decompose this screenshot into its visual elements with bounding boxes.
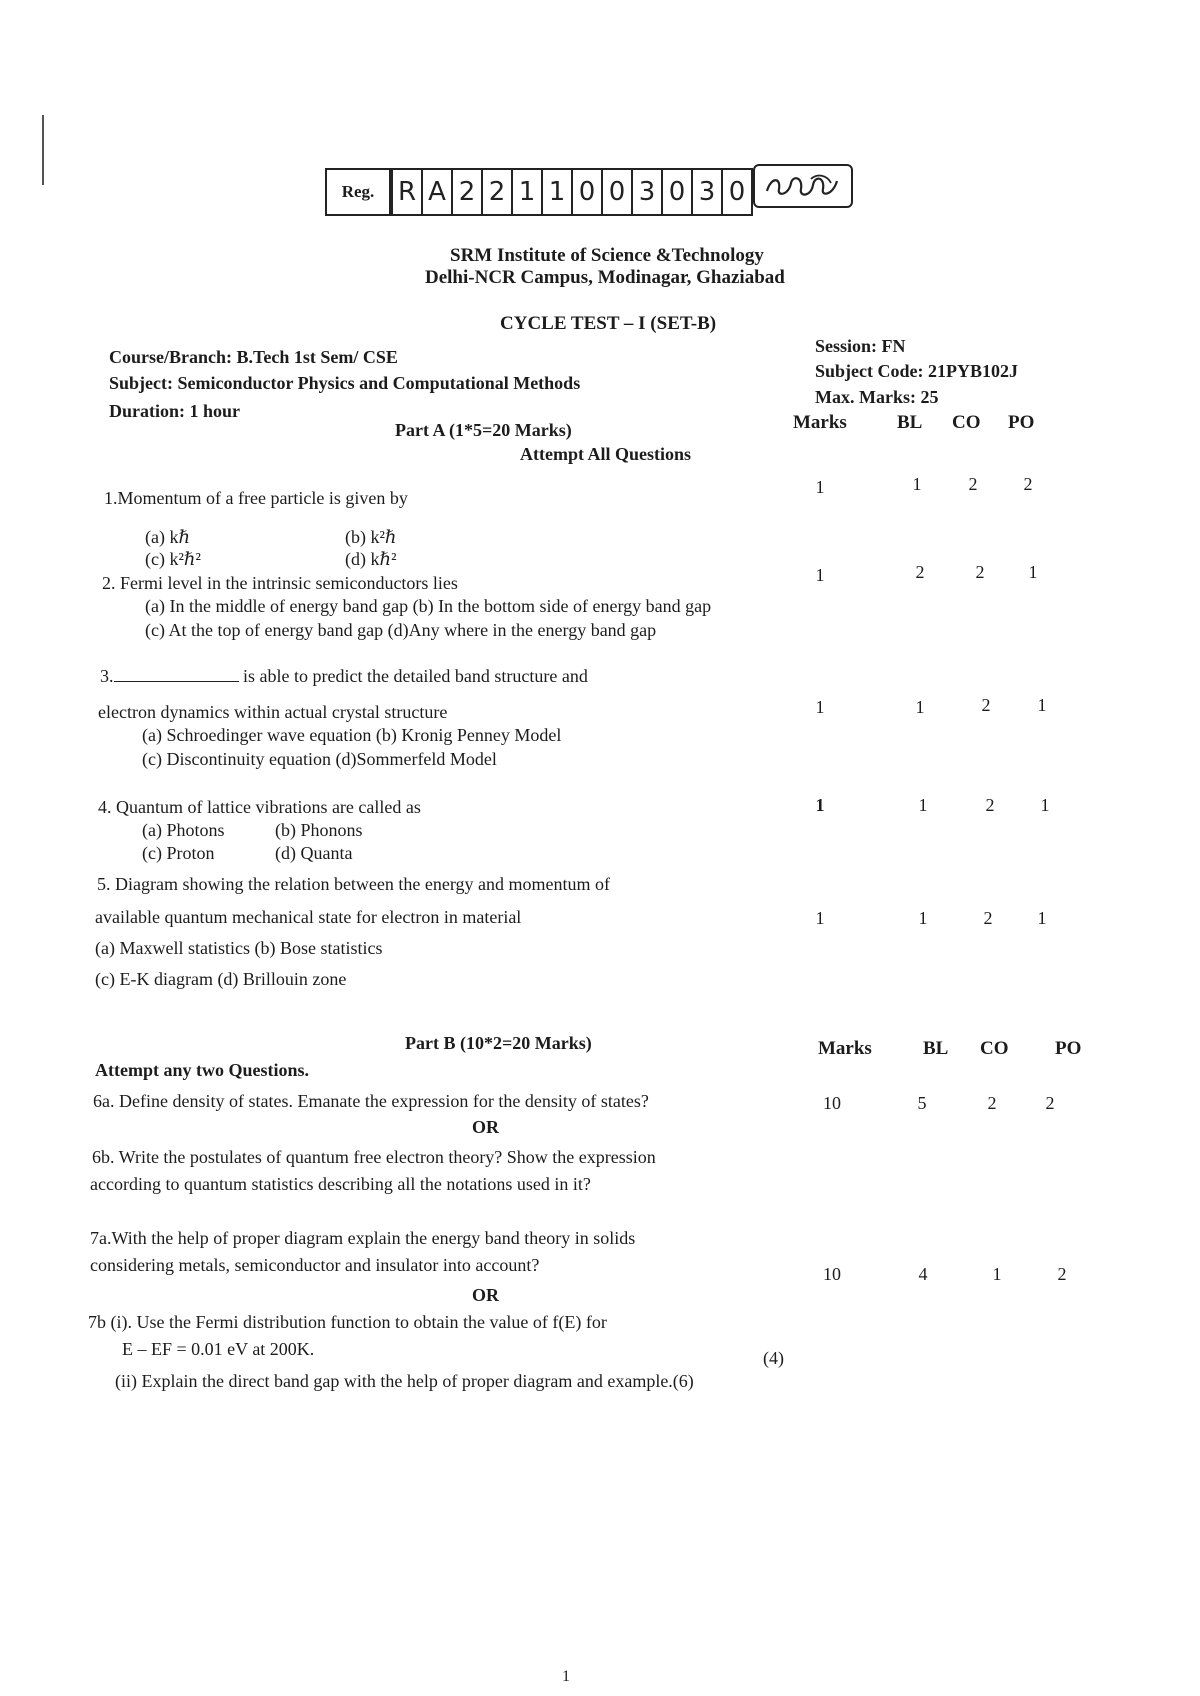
q5-marks: 1: [815, 908, 825, 928]
q6-po: 2: [1045, 1093, 1055, 1113]
question-3-line-1: [100, 666, 588, 687]
part-b-col-co: CO: [980, 1038, 1009, 1059]
q1-marks: 1: [815, 477, 825, 497]
q5-options-line-2: (c) E-K diagram (d) Brillouin zone: [95, 969, 347, 989]
part-b-col-marks: Marks: [818, 1038, 872, 1059]
question-1: 1.Momentum of a free particle is given by: [104, 488, 408, 508]
part-a-col-marks: Marks: [793, 412, 847, 433]
part-a-col-po: PO: [1008, 412, 1035, 433]
question-7a-line-2: considering metals, semiconductor and insulator into account?: [90, 1255, 540, 1275]
reg-digit: 0: [603, 170, 633, 214]
question-6b-line-2: according to quantum statistics describing all the notations used in it?: [90, 1174, 591, 1194]
question-7b-part-ii: (ii) Explain the direct band gap with the help of proper diagram and example.(6): [115, 1371, 694, 1391]
q7-bl: 4: [918, 1264, 928, 1284]
q4-marks: 1: [815, 795, 825, 815]
q1-bl: 1: [912, 474, 922, 494]
reg-digit-row: [391, 168, 753, 216]
reg-scribble: [753, 164, 853, 208]
reg-digit: R: [391, 170, 423, 214]
question-5-line-2: available quantum mechanical state for electron in material: [95, 907, 522, 927]
reg-digit: 0: [723, 170, 753, 214]
q5-po: 1: [1037, 908, 1047, 928]
q7b-part-i-marks: (4): [763, 1348, 784, 1368]
q2-co: 2: [975, 562, 985, 582]
q3-number: 3.: [100, 666, 114, 686]
reg-digit: 3: [633, 170, 663, 214]
reg-digit: A: [423, 170, 453, 214]
q5-bl: 1: [918, 908, 928, 928]
q4-bl: 1: [918, 795, 928, 815]
q2-bl: 2: [915, 562, 925, 582]
or-separator-2: OR: [472, 1285, 499, 1305]
q1-co: 2: [968, 474, 978, 494]
q3-marks: 1: [815, 697, 825, 717]
q2-options-line-1: (a) In the middle of energy band gap (b) In the bottom side of energy band gap: [145, 596, 712, 616]
q2-marks: 1: [815, 565, 825, 585]
q3-options-line-2: (c) Discontinuity equation (d)Sommerfeld Model: [142, 749, 497, 769]
q4-option-a: (a) Photons: [142, 820, 225, 840]
reg-digit: 2: [483, 170, 513, 214]
q1-option-d: (d) kℏ²: [345, 549, 397, 569]
question-4: 4. Quantum of lattice vibrations are called as: [98, 797, 421, 817]
part-b-instruction: Attempt any two Questions.: [95, 1060, 309, 1080]
q4-po: 1: [1040, 795, 1050, 815]
q3-bl: 1: [915, 697, 925, 717]
q2-po: 1: [1028, 562, 1038, 582]
q5-options-line-1: (a) Maxwell statistics (b) Bose statistics: [95, 938, 383, 958]
campus-name: Delhi-NCR Campus, Modinagar, Ghaziabad: [425, 267, 785, 288]
reg-label: Reg.: [325, 168, 391, 216]
q7-marks: 10: [823, 1264, 841, 1284]
reg-digit: 3: [693, 170, 723, 214]
q1-po: 2: [1023, 474, 1033, 494]
q1-option-a: (a) kℏ: [145, 527, 191, 547]
q2-options-line-2: (c) At the top of energy band gap (d)Any where in the energy band gap: [145, 620, 657, 640]
question-2: 2. Fermi level in the intrinsic semiconductors lies: [102, 573, 458, 593]
question-7b-part-i-condition: E – EF = 0.01 eV at 200K.: [122, 1339, 315, 1359]
q3-po: 1: [1037, 695, 1047, 715]
part-a-col-co: CO: [952, 412, 981, 433]
part-a-title: Part A (1*5=20 Marks): [395, 420, 572, 440]
max-marks: Max. Marks: 25: [815, 387, 939, 407]
part-a-col-bl: BL: [897, 412, 923, 433]
question-7a-line-1: 7a.With the help of proper diagram explain the energy band theory in solids: [90, 1228, 636, 1248]
part-b-col-bl: BL: [923, 1038, 949, 1059]
page-number: 1: [562, 1668, 570, 1685]
subject-code: Subject Code: 21PYB102J: [815, 361, 1018, 381]
q7-co: 1: [992, 1264, 1002, 1284]
q4-option-d: (d) Quanta: [275, 843, 353, 863]
or-separator-1: OR: [472, 1117, 499, 1137]
q3-text: is able to predict the detailed band structure and: [243, 666, 588, 686]
registration-box: [325, 168, 853, 216]
reg-digit: 0: [663, 170, 693, 214]
part-b-col-po: PO: [1055, 1038, 1082, 1059]
q4-co: 2: [985, 795, 995, 815]
question-7b-part-i: 7b (i). Use the Fermi distribution function to obtain the value of f(E) for: [88, 1312, 607, 1332]
question-6b-line-1: 6b. Write the postulates of quantum free electron theory? Show the expression: [92, 1147, 656, 1167]
reg-digit: 1: [543, 170, 573, 214]
question-5-line-1: 5. Diagram showing the relation between the energy and momentum of: [97, 874, 611, 894]
q6-marks: 10: [823, 1093, 841, 1113]
q3-blank: [114, 681, 239, 682]
subject: Subject: Semiconductor Physics and Computational Methods: [109, 373, 581, 393]
reg-digit: 2: [453, 170, 483, 214]
q7-po: 2: [1057, 1264, 1067, 1284]
q1-option-b: (b) k²ℏ: [345, 527, 397, 547]
scan-edge-mark: [42, 115, 44, 185]
q1-option-c: (c) k²ℏ²: [145, 549, 201, 569]
course-branch: Course/Branch: B.Tech 1st Sem/ CSE: [109, 347, 398, 367]
q3-co: 2: [981, 695, 991, 715]
institute-name: SRM Institute of Science &Technology: [450, 245, 764, 266]
q3-options-line-1: (a) Schroedinger wave equation (b) Kronig Penney Model: [142, 725, 562, 745]
q4-option-b: (b) Phonons: [275, 820, 363, 840]
q4-option-c: (c) Proton: [142, 843, 215, 863]
test-title: CYCLE TEST – I (SET-B): [500, 313, 717, 334]
question-3-line-2: electron dynamics within actual crystal structure: [98, 702, 448, 722]
q6-co: 2: [987, 1093, 997, 1113]
session: Session: FN: [815, 336, 906, 356]
reg-digit: 1: [513, 170, 543, 214]
reg-digit: 0: [573, 170, 603, 214]
q6-bl: 5: [917, 1093, 927, 1113]
part-b-title: Part B (10*2=20 Marks): [405, 1033, 592, 1053]
duration: Duration: 1 hour: [109, 401, 241, 421]
q5-co: 2: [983, 908, 993, 928]
part-a-instruction: Attempt All Questions: [520, 444, 691, 464]
question-6a: 6a. Define density of states. Emanate the expression for the density of states?: [93, 1091, 649, 1111]
